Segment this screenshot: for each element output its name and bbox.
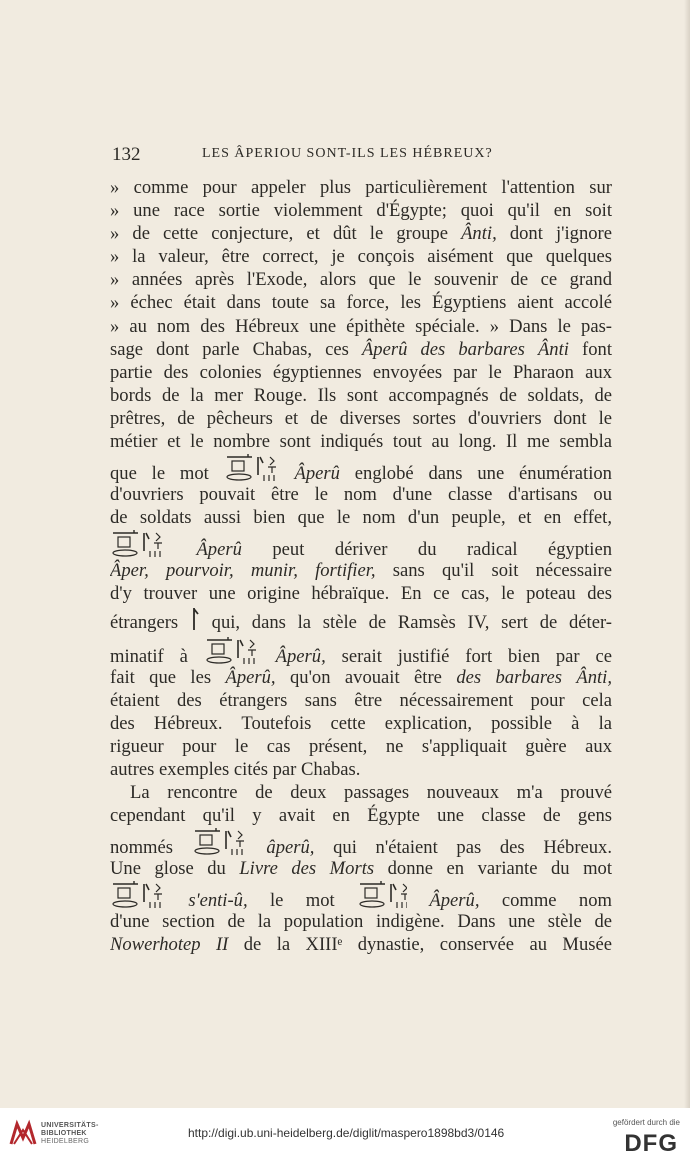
- foreign-pole-hieroglyph-icon: [190, 606, 200, 632]
- text-segment: donne en variante du mot: [374, 858, 612, 880]
- text-line: [110, 857, 612, 880]
- text-segment: sans qu'il soit nécessaire: [375, 560, 612, 582]
- italic-term: Âperû: [196, 539, 242, 560]
- text-line: autres exemples cités par Chabas.: [110, 758, 361, 780]
- italic-term: Âperû,: [429, 890, 480, 911]
- italic-term: âperû,: [266, 837, 315, 858]
- text-line: d'une section de la population indigène. Dans une stèle de: [110, 911, 612, 933]
- text-segment: qui n'étaient pas des Hébreux.: [333, 837, 612, 858]
- library-name-line2: BIBLIOTHEK: [41, 1130, 87, 1137]
- text-line: » au nom des Hébreux une épithète spéciale. » Dans le pas-: [110, 315, 612, 337]
- text-line: [110, 338, 612, 361]
- italic-term: Ânti,: [461, 223, 497, 245]
- text-line: [110, 933, 612, 956]
- text-line: » une race sortie violemment d'Égypte; quoi qu'il en soit: [110, 200, 612, 222]
- italic-term: Âperû,: [225, 666, 276, 688]
- text-line: rigueur pour le cas présent, ne s'appliquait guère aux: [110, 735, 612, 757]
- text-segment: de la XIIIᵉ dynastie, conservée au Musée: [228, 934, 612, 956]
- running-title: LES ÂPERIOU SONT-ILS LES HÉBREUX?: [202, 146, 493, 161]
- text-segment: Une glose du: [110, 858, 240, 880]
- text-segment: sage dont parle Chabas, ces: [110, 338, 362, 360]
- text-line: bords de la mer Rouge. Ils sont accompagnés de soldats, de: [110, 384, 612, 406]
- hieroglyph-group-icon: [192, 827, 248, 857]
- italic-term: des barbares Ânti,: [456, 666, 612, 688]
- text-line: d'ouvriers pouvait être le nom d'une classe d'artisans ou: [110, 484, 612, 506]
- footer-bar: [0, 1108, 690, 1161]
- text-line: [110, 559, 612, 582]
- text-line: [110, 529, 612, 559]
- text-line: cependant qu'il y avait en Égypte une classe de gens: [110, 805, 612, 827]
- text-segment: nommés: [110, 837, 174, 858]
- text-line: [110, 636, 612, 666]
- text-line: La rencontre de deux passages nouveaux m'a prouvé: [130, 781, 612, 803]
- text-segment: » de cette conjecture, et dût le groupe: [110, 223, 462, 245]
- page-number: 132: [112, 144, 141, 165]
- text-segment: englobé dans une énumération: [354, 463, 612, 484]
- dfg-logo[interactable]: DFG: [624, 1130, 678, 1157]
- text-segment: que le mot: [110, 463, 209, 484]
- text-line: [110, 880, 612, 910]
- text-segment: fait que les: [110, 666, 226, 688]
- library-name-line1: UNIVERSITÄTS-: [41, 1122, 99, 1129]
- hieroglyph-group-icon: [204, 636, 260, 666]
- text-segment: peut dériver du radical égyptien: [272, 539, 612, 560]
- text-line: » comme pour appeler plus particulièrement l'attention sur: [110, 177, 612, 198]
- italic-term: s'enti-û,: [188, 890, 248, 911]
- text-line: [110, 453, 612, 483]
- italic-term: Livre des Morts: [239, 858, 375, 880]
- permalink-url[interactable]: http://digi.ub.uni-heidelberg.de/diglit/maspero1898bd3/0146: [188, 1126, 505, 1140]
- text-line: des Hébreux. Toutefois cette explication, possible à la: [110, 712, 612, 734]
- text-segment: font: [568, 338, 612, 360]
- text-segment: qui, dans la stèle de Ramsès IV, sert de déter-: [211, 611, 612, 633]
- funder-label: gefördert durch die: [612, 1118, 680, 1127]
- italic-term: Âperû: [294, 463, 340, 484]
- italic-term: Âperû des barbares Ânti: [361, 338, 569, 360]
- text-segment: qu'on avouait être: [275, 666, 457, 688]
- text-segment: minatif à: [110, 645, 188, 666]
- italic-term: Nowerhotep II: [110, 934, 229, 956]
- text-segment: le mot: [269, 890, 335, 911]
- library-name-line3: HEIDELBERG: [41, 1138, 90, 1145]
- text-line: de soldats aussi bien que le nom d'un peuple, et en effet,: [110, 507, 612, 529]
- hieroglyph-group-icon: [110, 529, 166, 559]
- text-line: d'y trouver une origine hébraïque. En ce cas, le poteau des: [110, 583, 612, 605]
- hieroglyph-group-icon: [357, 880, 407, 910]
- text-line: partie des colonies égyptiennes envoyées par le Pharaon aux: [110, 361, 612, 383]
- text-line: [110, 666, 612, 689]
- italic-term: Âper, pourvoir, munir, fortifier,: [110, 560, 376, 582]
- library-name[interactable]: [41, 1122, 99, 1146]
- university-library-logo-icon[interactable]: [8, 1118, 38, 1148]
- text-line: [110, 222, 612, 245]
- text-line: étaient des étrangers sans être nécessairement pour cela: [110, 689, 612, 711]
- text-line: prêtres, de pêcheurs et de diverses sortes d'ouvriers dont le: [110, 407, 612, 429]
- text-segment: comme nom: [501, 890, 612, 911]
- text-line: [110, 606, 612, 636]
- text-segment: étrangers: [110, 611, 179, 633]
- text-line: métier et le nombre sont indiqués tout au long. Il me sembla: [110, 431, 612, 453]
- text-segment: serait justifié fort bien par ce: [341, 645, 612, 666]
- page-header: [112, 144, 612, 166]
- text-segment: dont j'ignore: [496, 223, 612, 245]
- text-line: [110, 827, 612, 857]
- italic-term: Âperû,: [275, 645, 326, 666]
- text-line: » échec était dans toute sa force, les Égyptiens aient accolé: [110, 292, 612, 314]
- page-edge-shadow: [684, 0, 690, 1108]
- hieroglyph-group-icon: [224, 453, 280, 483]
- text-line: » années après l'Exode, alors que le souvenir de ce grand: [110, 269, 612, 291]
- hieroglyph-group-icon: [110, 880, 166, 910]
- text-line: » la valeur, être correct, je conçois aisément que quelques: [110, 246, 612, 268]
- body-text: [110, 176, 612, 956]
